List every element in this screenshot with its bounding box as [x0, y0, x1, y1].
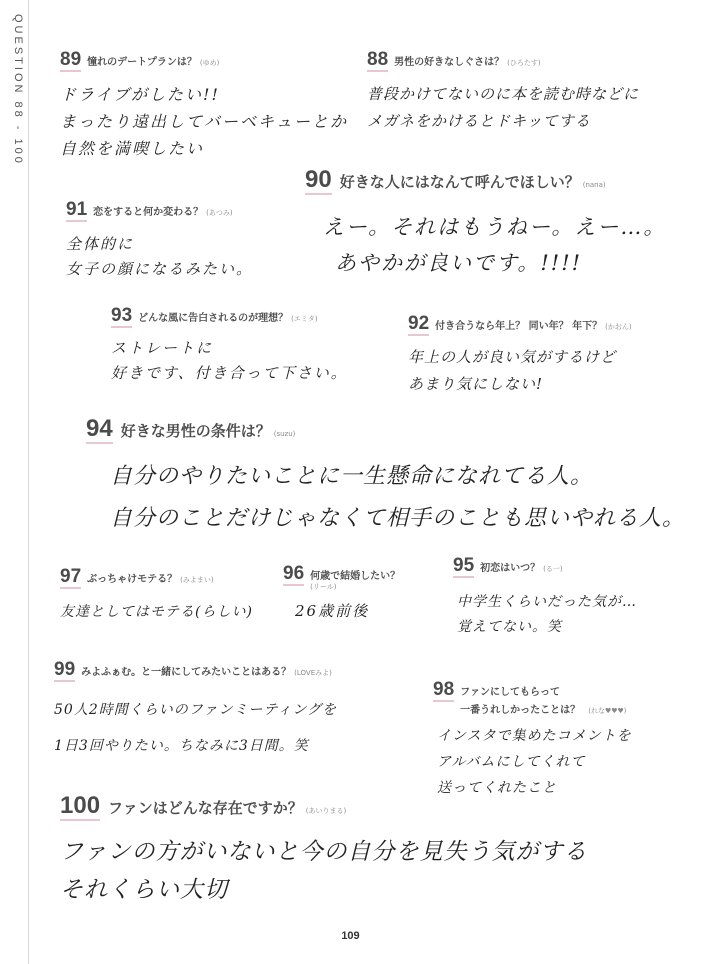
- answer: [54, 692, 337, 764]
- answer-line: 全体的に: [66, 235, 135, 253]
- answer-line: 自分のことだけじゃなくて相手のことも思いやれる人。: [110, 506, 686, 531]
- question-text: 何歳で結婚したい？: [310, 571, 401, 582]
- answer: [111, 336, 348, 386]
- question-99: [54, 660, 337, 764]
- answer-line: 26歳前後: [295, 602, 370, 620]
- question-96: [283, 564, 400, 624]
- question-text: 初恋はいつ？: [480, 563, 541, 574]
- question-98: [433, 680, 632, 801]
- question-author: (suzu): [273, 430, 296, 438]
- question-100: [60, 794, 588, 909]
- answer: [66, 232, 253, 282]
- answer-line: 普段かけてないのに本を読む時などに: [367, 85, 640, 103]
- answer-line: 好きです、付き合って下さい。: [111, 364, 348, 382]
- side-label: QUESTION 88 - 100: [12, 14, 24, 166]
- question-author: (エミタ): [291, 315, 318, 323]
- question-number: 93: [111, 305, 133, 326]
- question-93: [111, 306, 348, 386]
- answer: [295, 598, 400, 624]
- question-number: 100: [60, 792, 101, 819]
- question-text: ぶっちゃけモテる？: [87, 574, 178, 585]
- question-author: (あいりまる): [305, 807, 347, 815]
- question-author: (る一): [543, 565, 563, 573]
- answer-line: 自然を満喫したい: [60, 139, 205, 158]
- question-author: (nana): [582, 181, 606, 189]
- question-text: 男性の好きなしぐさは？: [394, 57, 505, 68]
- question-text: ファンはどんな存在ですか？: [108, 799, 303, 817]
- answer: [323, 209, 666, 281]
- answer: [457, 590, 637, 640]
- answer-line: ストレートに: [111, 339, 214, 357]
- answer-line: 覚えてない。笑: [457, 619, 562, 635]
- question-text: 好きな男性の条件は？: [120, 422, 271, 440]
- question-text: 憧れのデートプランは？: [87, 57, 197, 68]
- answer-line: 50人2時間くらいのファンミーティングを: [54, 702, 338, 718]
- answer-line: それくらい大切: [60, 877, 228, 903]
- question-number: 94: [86, 415, 113, 442]
- question-number: 97: [60, 566, 82, 587]
- answer: [60, 81, 348, 162]
- question-text: 好きな人にはなんて呼んでほしい？: [339, 173, 580, 191]
- answer: [437, 723, 632, 801]
- question-92: [408, 314, 632, 398]
- question-94: [86, 417, 685, 540]
- answer-line: 友達としてはモテる(らしい): [60, 604, 253, 620]
- question-91: [66, 200, 253, 282]
- question-author: (みよまい): [180, 576, 214, 584]
- question-89: [60, 50, 348, 162]
- question-text-line-2: 一番うれしかったことは？: [460, 705, 581, 716]
- answer-line: 自分のやりたいことに一生懸命になれてる人。: [110, 464, 594, 489]
- question-author: (ひろたす): [507, 59, 541, 67]
- question-90: [305, 168, 666, 281]
- answer: [60, 833, 588, 909]
- question-author: (あつみ): [206, 209, 233, 217]
- question-number: 92: [408, 313, 430, 334]
- question-text: 恋をすると何か変わる？: [93, 207, 204, 218]
- question-number: 95: [453, 555, 475, 576]
- answer-line: 送ってくれたこと: [437, 780, 557, 796]
- answer-line: ファンの方がいないと今の自分を見失う気がする: [60, 839, 588, 865]
- page-number: 109: [341, 930, 360, 942]
- answer-line: 年上の人が良い気がするけど: [408, 348, 617, 366]
- question-text-line-1: ファンにしてもらって: [460, 687, 560, 698]
- question-88: [367, 50, 639, 135]
- question-97: [60, 567, 253, 625]
- answer-line: 女子の顔になるみたい。: [66, 260, 254, 278]
- question-number: 88: [367, 49, 389, 70]
- question-author: (LOVEみよ): [294, 669, 332, 677]
- question-number: 90: [305, 166, 332, 193]
- question-text: みよふぁむ。と一緒にしてみたいことはある？: [81, 667, 292, 678]
- question-number: 91: [66, 199, 88, 220]
- question-author: (リール): [310, 583, 337, 591]
- answer: [408, 344, 632, 398]
- answer-line: あまり気にしない!: [408, 375, 544, 393]
- question-number: 96: [283, 563, 305, 584]
- answer: [60, 599, 253, 625]
- answer-line: えー。それはもうねー。えー…。: [323, 215, 667, 239]
- question-author: (れな♥♥♥): [588, 707, 627, 715]
- answer-line: アルバムにしてくれて: [437, 754, 586, 770]
- answer: [367, 81, 639, 135]
- question-number: 89: [60, 49, 82, 70]
- question-95: [453, 556, 637, 640]
- question-number: 98: [433, 679, 455, 700]
- question-text: どんな風に告白されるのが理想？: [138, 313, 289, 324]
- answer-line: メガネをかけるとドキッてする: [367, 112, 591, 130]
- question-author: (ゆめ): [199, 59, 220, 67]
- answer-line: あやかが良いです。!!!!: [335, 251, 583, 275]
- question-text: 付き合うなら年上？ 同い年？ 年下？: [435, 321, 603, 332]
- question-author: (かおん): [605, 323, 632, 331]
- answer-line: 1日3回やりたい。ちなみに3日間。笑: [54, 738, 309, 754]
- answer-line: ドライブがしたい!!: [60, 85, 220, 104]
- answer: [110, 456, 685, 540]
- answer-line: インスタで集めたコメントを: [437, 728, 632, 744]
- answer-line: まったり遠出してバーベキューとか: [60, 112, 349, 131]
- left-margin-rule: [28, 0, 29, 964]
- question-number: 99: [54, 659, 76, 680]
- answer-line: 中学生くらいだった気が…: [457, 594, 637, 610]
